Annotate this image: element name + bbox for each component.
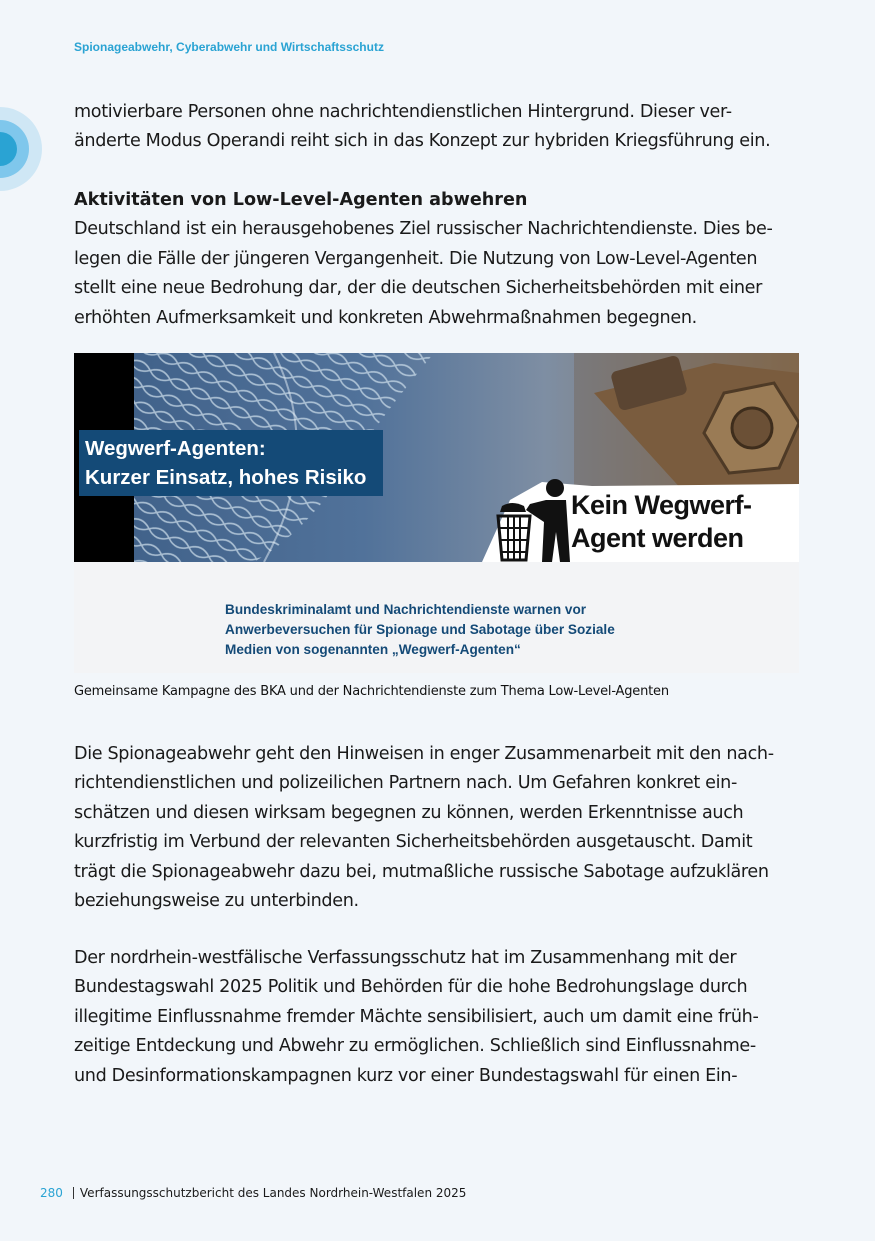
text-line: änderte Modus Operandi reiht sich in das Konzept zur hybriden Kriegsführung ein.: [74, 131, 771, 152]
slogan-line: Kein Wegwerf-: [571, 490, 752, 520]
figure-caption: Gemeinsame Kampagne des BKA und der Nachrichtendienste zum Thema Low-Level-Agenten: [74, 684, 669, 699]
text-line: Die Spionageabwehr geht den Hinweisen in enger Zusammenarbeit mit den nach-: [74, 744, 774, 764]
info-line: Bundeskriminalamt und Nachrichtendienste warnen vor: [225, 602, 587, 617]
slogan-line: Agent werden: [571, 523, 744, 553]
text-line: kurzfristig im Verbund der relevanten Sicherheitsbehörden ausgetauscht. Damit: [74, 832, 753, 853]
info-text: [225, 600, 645, 660]
text-line: trägt die Spionageabwehr dazu bei, mutmaßliche russische Sabotage aufzuklären: [74, 861, 769, 882]
text-line: stellt eine neue Bedrohung dar, der die deutschen Sicherheitsbehörden mit einer: [74, 278, 763, 299]
info-line: Anwerbeversuchen für Spionage und Sabotage über Soziale: [225, 622, 615, 637]
label-line: Wegwerf-Agenten:: [85, 437, 266, 460]
paragraph-spionageabwehr: [74, 740, 804, 916]
text-line: und Desinformationskampagnen kurz vor einer Bundestagswahl für einen Ein-: [74, 1065, 738, 1086]
text-line: richtendienstlichen und polizeilichen Partnern nach. Um Gefahren konkret ein-: [74, 773, 737, 794]
text-line: Deutschland ist ein herausgehobenes Ziel russischer Nachrichtendienste. Dies be-: [74, 219, 773, 240]
text-line: schätzen und diesen wirksam begegnen zu können, werden Erkenntnisse auch: [74, 802, 744, 823]
campaign-title-label: [79, 430, 383, 496]
page-number: 280: [40, 1186, 63, 1200]
text-line: Der nordrhein-westfälische Verfassungsschutz hat im Zusammenhang mit der: [74, 948, 737, 968]
campaign-figure: [74, 353, 799, 673]
page-footer: [40, 1186, 466, 1200]
intro-paragraph: [74, 98, 804, 157]
campaign-info-box: [74, 562, 799, 673]
footer-divider: [73, 1187, 74, 1199]
text-line: zeitige Entdeckung und Abwehr zu ermöglichen. Schließlich sind Einflussnahme-: [74, 1036, 756, 1057]
paragraph-verfassungsschutz: [74, 944, 804, 1091]
text-line: motivierbare Personen ohne nachrichtendienstlichen Hintergrund. Dieser ver-: [74, 102, 732, 122]
section-heading: Aktivitäten von Low-Level-Agenten abwehren: [74, 190, 528, 210]
section-activities: [74, 186, 804, 333]
running-header: Spionageabwehr, Cyberabwehr und Wirtschaftsschutz: [74, 40, 384, 54]
text-line: illegitime Einflussnahme fremder Mächte sensibilisiert, auch um damit eine früh-: [74, 1006, 759, 1027]
label-line: Kurzer Einsatz, hohes Risiko: [85, 466, 367, 489]
text-line: Bundestagswahl 2025 Politik und Behörden für die hohe Bedrohungslage durch: [74, 977, 748, 998]
text-line: beziehungsweise zu unterbinden.: [74, 891, 359, 912]
section-marker-icon: [0, 107, 44, 191]
publication-title: Verfassungsschutzbericht des Landes Nordrhein-Westfalen 2025: [79, 1186, 467, 1200]
info-line: Medien von sogenannten „Wegwerf-Agenten“: [225, 642, 521, 657]
sticker-slogan: [571, 489, 752, 555]
text-line: erhöhten Aufmerksamkeit und konkreten Abwehrmaßnahmen begegnen.: [74, 307, 697, 328]
text-line: legen die Fälle der jüngeren Vergangenheit. Die Nutzung von Low-Level-Agenten: [74, 248, 758, 269]
